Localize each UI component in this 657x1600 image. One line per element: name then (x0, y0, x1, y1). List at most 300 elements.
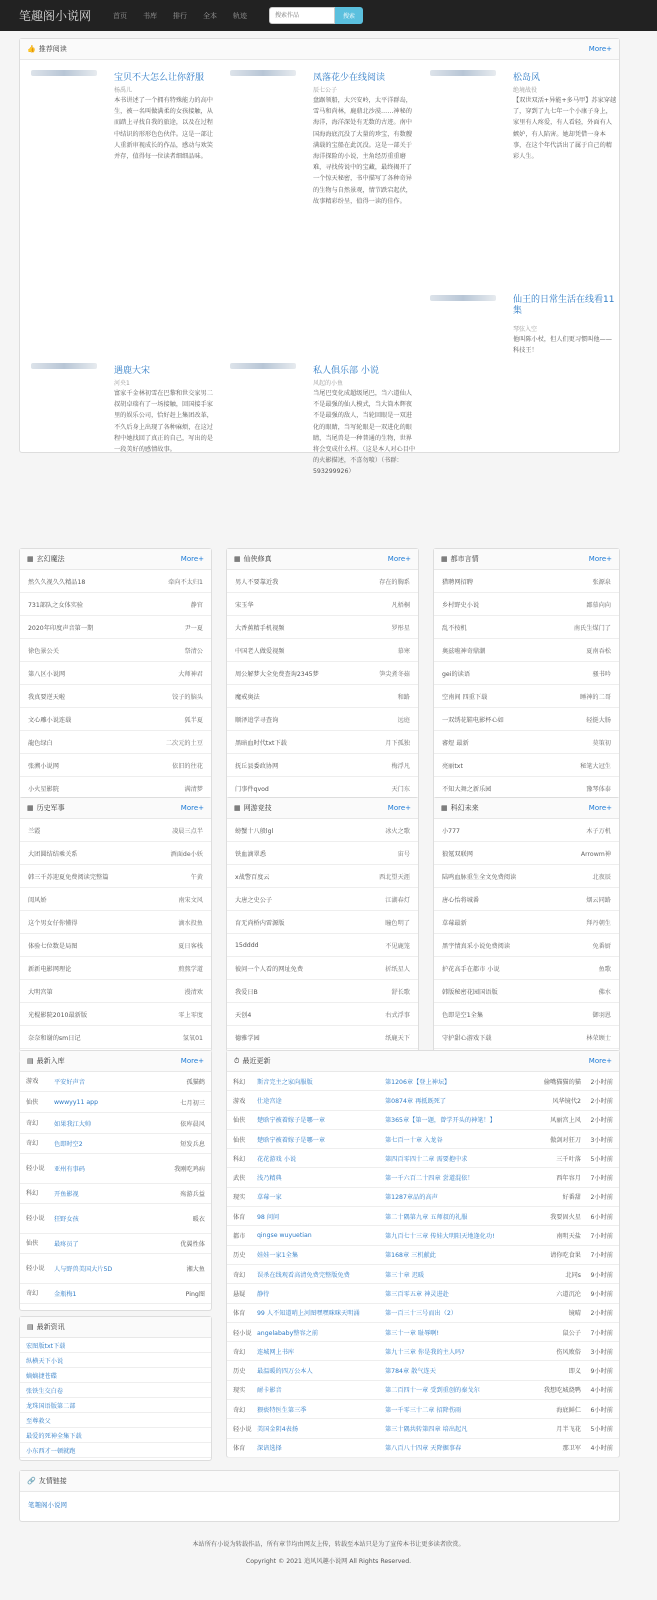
list-row (227, 639, 418, 662)
book-title-link[interactable]: 小火星影院 (28, 785, 59, 793)
book-category: 轻小说 (26, 1165, 45, 1172)
book-title-link[interactable]: 如果我江大帅 (54, 1120, 92, 1128)
book-title-link[interactable]: 第八区小说网 (28, 670, 66, 678)
book-title-link[interactable]: 亮丽txt (442, 762, 463, 770)
chapter-link[interactable]: 第168章 三机献此 (385, 1252, 436, 1260)
update-row (227, 1072, 619, 1091)
search-input[interactable] (269, 7, 335, 24)
book-title-link[interactable]: 一双绣花鞋电影杯心如 (442, 716, 504, 724)
update-row (227, 1246, 619, 1265)
chapter-link[interactable]: 第365章【第一题，曾学开头的神笔！】 (385, 1117, 496, 1125)
book-title-link[interactable]: 草莓一家 (257, 1194, 282, 1202)
grid-icon: ▦ (27, 804, 34, 812)
book-title-link[interactable]: 楚晗宁被着嫁子是哪一章 (257, 1117, 326, 1125)
book-title-link[interactable]: 开鱼影视 (54, 1191, 79, 1198)
news-icon: ▤ (27, 1323, 34, 1331)
chapter-link[interactable]: 第一千零三十二章 招降伤雨 (385, 1406, 462, 1414)
book-title-link[interactable]: 大明宫第 (28, 988, 53, 996)
newbook-row (20, 1254, 211, 1284)
update-time: 7小时前 (590, 1329, 613, 1337)
book-title-link[interactable]: 不知大舞之新乐园 (442, 785, 492, 793)
book-title-link[interactable]: 中国老人做爱视频 (235, 647, 285, 655)
chapter-link[interactable]: 第1206章【登上神坛】 (385, 1078, 451, 1086)
book-title-link[interactable]: 最疼员了 (54, 1241, 79, 1248)
book-title-link[interactable]: 宋玉华 (235, 601, 254, 609)
book-author: 饺子的脑头 (172, 693, 203, 701)
nav-history[interactable]: 轨迹 (233, 11, 248, 20)
recommend-item (430, 295, 620, 375)
book-title-link[interactable]: 唐心怡将城番 (442, 896, 480, 904)
updates-panel (226, 1050, 620, 1458)
panel-title: 历史军事 (36, 804, 65, 812)
newbooks-panel (19, 1050, 212, 1311)
chapter-link[interactable]: 第九百七十三章 传娃大明阳天地逢化功! (385, 1233, 495, 1241)
book-author: 偷嘴猫猫的猫 (543, 1078, 581, 1086)
list-row (20, 865, 211, 888)
newbook-row (20, 1092, 211, 1113)
book-title-link[interactable]: 色即时空2 (54, 1141, 83, 1148)
book-title-link[interactable]: 螃蟹十八般lgl (235, 827, 274, 835)
chapter-link[interactable]: 第七百一十章 入龙谷 (385, 1136, 443, 1144)
chapter-link[interactable]: 第八百八十四章 天降掘事春 (385, 1445, 462, 1453)
chapter-link[interactable]: 第四百零四十二章 需要抱中求 (385, 1155, 468, 1163)
news-row (20, 1383, 211, 1398)
panel-header (20, 549, 211, 570)
chapter-link[interactable]: 第一百三十三号而出（2） (385, 1310, 457, 1318)
book-author: 存在的胸系 (379, 578, 410, 586)
more-link[interactable]: More+ (588, 804, 612, 812)
book-description: 盘踞领船，大兴安岭，太平洋群岛，雪马和尚林，鹿鼎北沙漠……神秘的海洋，海洋深处有无数的古迹。南中国海海底沉没了大量的珍宝，有数艘满载的宝船在此沉没。这是一部关于海洋探险的小说，主角经历重重磨难，寻找传说中的宝藏，最终揭开了一个惊天秘密，书中描写了各种奇异的生物与自然景观，情节跌宕起伏，故事精彩纷呈，值得一读的佳作。 (313, 97, 412, 205)
recommend-item (430, 70, 620, 290)
book-author: 远庭 (397, 716, 410, 724)
news-link[interactable]: 最爱的死神全集下载 (26, 1432, 82, 1440)
list-row (227, 1003, 418, 1026)
book-title-link[interactable]: 大香蕉精手机视频 (235, 624, 285, 632)
book-list (227, 570, 418, 800)
book-author: 我刚吃鸡病 (174, 1166, 205, 1173)
book-description: 富家千金林初雪在巴黎和世交家男二叔胡卓瑞有了一场接触，回国接手家里的娱乐公司，恰好赶上集团改革，不久后身上出现了各种麻烦，在这过程中她找回了真正的自己，写出的是一段美好的感情故事。 (114, 390, 213, 454)
book-title-link[interactable]: 体验七位数是局图 (28, 942, 78, 950)
book-category: 现实 (233, 1387, 246, 1395)
recommend-panel (19, 38, 620, 476)
panel-header (227, 549, 418, 570)
book-category: 悬疑 (233, 1290, 246, 1298)
book-author: 烟云同路 (586, 896, 611, 904)
update-time: 4小时前 (590, 1445, 613, 1453)
book-title-link[interactable]: 韩版秘密花园国语版 (442, 988, 498, 996)
list-row (20, 842, 211, 865)
book-cover[interactable] (230, 70, 296, 76)
update-row (227, 1439, 619, 1458)
book-author: 河央1 (114, 380, 130, 387)
book-title-link[interactable]: 奥兹啦神奇鼎潮 (442, 647, 486, 655)
panel-header (20, 39, 619, 60)
book-title-link[interactable]: 仕途宫途 (257, 1097, 282, 1105)
more-link[interactable]: More+ (180, 804, 204, 812)
book-category: 仙侠 (26, 1240, 39, 1247)
grid-icon: ▦ (441, 555, 448, 563)
book-author: 轻挺大肠 (586, 716, 611, 724)
update-row (227, 1149, 619, 1168)
list-panel-xianxia (226, 548, 419, 803)
newbook-row (20, 1113, 211, 1134)
search-button[interactable]: 搜索 (335, 7, 363, 24)
friend-link[interactable]: 笔趣阁小说网 (28, 1501, 67, 1509)
book-author: 御羽恩 (592, 1011, 611, 1019)
list-row (20, 980, 211, 1003)
book-title[interactable]: 松岛风 (513, 73, 541, 83)
list-row (227, 570, 418, 593)
brand-logo[interactable]: 笔趣阁小说网 (19, 9, 92, 23)
panel-title: 网游竞技 (243, 804, 272, 812)
book-title-link[interactable]: 我真要逆天啦 (28, 693, 66, 701)
book-title-link[interactable]: 人与野兽美国大片5D (54, 1266, 113, 1273)
book-author: 骚书吟 (592, 670, 611, 678)
book-category: 历史 (233, 1252, 246, 1260)
book-title-link[interactable]: 天创4 (235, 1011, 252, 1019)
news-row (20, 1368, 211, 1383)
update-row (227, 1226, 619, 1245)
book-title-link[interactable]: 魔戒奥法 (235, 693, 260, 701)
book-author: 风起的小鱼 (313, 380, 344, 387)
book-author: 拜丹朝生 (586, 919, 611, 927)
list-row (434, 957, 619, 980)
list-row (20, 570, 211, 593)
book-title-link[interactable]: 我爱日B (235, 988, 258, 996)
book-title-link[interactable]: qingse wuyuetian (257, 1232, 312, 1240)
list-row (434, 662, 619, 685)
update-row (227, 1419, 619, 1438)
book-author: 鄙慕向向 (586, 601, 611, 609)
newbooks-list (20, 1072, 211, 1304)
book-title-link[interactable]: 大团圆结结乘关系 (28, 850, 78, 858)
list-row (227, 934, 418, 957)
book-title-link[interactable]: 斯音完主之家向服版 (257, 1078, 313, 1086)
book-title-link[interactable]: 色即是空1全集 (442, 1011, 484, 1019)
book-title-link[interactable]: 乡村野史小说 (442, 601, 480, 609)
book-author: 那卫军 (562, 1445, 581, 1453)
book-title[interactable]: 宝贝不大怎么让你舒服 (114, 73, 205, 83)
main-nav (105, 11, 255, 21)
book-title-link[interactable]: 顺泽追学寻查询 (235, 716, 279, 724)
list-row (227, 754, 418, 777)
book-author: 月下孤独 (385, 739, 410, 747)
book-author: 林荣顾士 (586, 1034, 611, 1042)
news-row (20, 1443, 211, 1458)
list-row (434, 865, 619, 888)
book-author: 我要固火星 (550, 1213, 581, 1221)
book-title-link[interactable]: x战警百度云 (235, 873, 270, 881)
update-row (227, 1091, 619, 1110)
book-category: 仙侠 (26, 1098, 39, 1106)
chapter-link[interactable]: 第三十隅共转第四章 培出起凡 (385, 1425, 468, 1433)
panel-title: 仙侠修真 (243, 555, 272, 563)
book-author: 慕寒 (397, 647, 410, 655)
list-row (227, 616, 418, 639)
book-title-link[interactable]: 龍色绿白 (28, 739, 53, 747)
news-row (20, 1353, 211, 1368)
panel-header (434, 798, 619, 819)
chapter-link[interactable]: 第九十三章 你是我的主人吗? (385, 1348, 465, 1356)
update-row (227, 1400, 619, 1419)
list-row (434, 934, 619, 957)
update-time: 7小时前 (590, 1233, 613, 1241)
book-title-link[interactable]: 然久久视久久精品18 (28, 578, 86, 586)
nav-library[interactable]: 书库 (143, 11, 158, 20)
book-title-link[interactable]: 门事件qvod (235, 785, 269, 793)
book-title-link[interactable]: 浅乃精典 (257, 1175, 282, 1183)
book-title-link[interactable]: 最温暖的四万公本人 (257, 1368, 313, 1376)
book-title-link[interactable]: 黑宇情真采小说免费阅读 (442, 942, 511, 950)
book-title-link[interactable]: 金瓶梅1 (54, 1291, 77, 1298)
book-title-link[interactable]: 新新电影网理论 (28, 965, 72, 973)
book-author: 漫清欢 (184, 988, 203, 996)
book-category: 游戏 (26, 1078, 39, 1085)
news-link[interactable]: 小东西才一顿就跑 (26, 1447, 76, 1455)
book-author: 依旧的往花 (172, 762, 203, 770)
book-author: 我想吃城烧鸭 (543, 1387, 581, 1395)
book-category: 轻小说 (233, 1329, 252, 1337)
list-row (20, 1003, 211, 1026)
update-time: 7小时前 (590, 1252, 613, 1260)
book-title-link[interactable]: 大唐之史公子 (235, 896, 273, 904)
book-title-link[interactable]: wwwyy11 app (54, 1098, 98, 1106)
book-title-link[interactable]: 娃娃一家1全集 (257, 1252, 299, 1260)
book-title-link[interactable]: 抚丘县委政协网 (235, 762, 279, 770)
news-row (20, 1338, 211, 1353)
book-author: 右式浮事 (385, 1011, 410, 1019)
nav-home[interactable]: 首页 (113, 11, 128, 20)
news-link[interactable]: 至尊救父 (26, 1417, 51, 1425)
book-category: 轻小说 (233, 1425, 252, 1433)
book-title-link[interactable]: 奈奈和谢的sm日记 (28, 1034, 81, 1042)
book-author: 殇游兵益 (180, 1191, 205, 1198)
book-title-link[interactable]: 99 人不知道哨上河图嘿嘿咪咪天明涌 (257, 1310, 360, 1318)
book-title-link[interactable]: 文心雕小说连载 (28, 716, 72, 724)
book-category: 奇幻 (233, 1348, 246, 1356)
news-list (20, 1338, 211, 1458)
updates-list (227, 1072, 619, 1458)
book-author: 镜晴 (568, 1310, 581, 1318)
book-author: 绝境战役 (513, 87, 538, 94)
chapter-link[interactable]: 第1287章品的高声 (385, 1194, 438, 1202)
panel-title: 科幻未来 (450, 804, 479, 812)
book-title-link[interactable]: 护花高手在都市 小说 (442, 965, 500, 973)
book-title-link[interactable]: 彼问一个人看的网址免费 (235, 965, 304, 973)
list-row (20, 911, 211, 934)
book-title-link[interactable]: 亚州有事码 (54, 1166, 85, 1173)
book-title[interactable]: 遇鹿大宋 (114, 366, 151, 376)
book-category: 历史 (233, 1368, 246, 1376)
book-author: 优翼性体 (180, 1241, 205, 1248)
chapter-link[interactable]: 第一千六百二十四章 尝道混依！ (385, 1175, 474, 1183)
book-title-link[interactable]: 2020年印度声音第一期 (28, 624, 94, 632)
book-author: 暖衣 (192, 1216, 205, 1223)
book-title-link[interactable]: 平安好声音 (54, 1079, 85, 1086)
news-link[interactable]: 龙珠国语版第二部 (26, 1402, 76, 1410)
book-title-link[interactable]: 花花游戏 小说 (257, 1155, 297, 1163)
book-title-link[interactable]: 周公解梦大全免费查询2345梦 (235, 670, 319, 678)
book-title-link[interactable]: 空南间 四重下载 (442, 693, 488, 701)
more-link[interactable]: More+ (180, 1057, 204, 1065)
book-description: 【双世双活+异能+多马甲】苏家穿越了，穿到了九七年一个小康子身上，家里有人疼爱，有人看轻，外面有人嫉妒，有人陷害。她却凭借一身本事，在这个年代活出了属于自己的精彩人生。 (513, 97, 617, 161)
book-author: 风丽宫上风 (550, 1117, 581, 1125)
book-title-link[interactable]: 狼氪双联网 (442, 850, 473, 858)
book-title-link[interactable]: 徐色景公关 (28, 647, 59, 655)
book-author: 孤猫鹤 (186, 1079, 205, 1086)
book-cover[interactable] (230, 363, 296, 369)
more-link[interactable]: More+ (387, 804, 411, 812)
chapter-link[interactable]: 第二十隅第九章 五师叔的礼服 (385, 1213, 468, 1221)
book-category: 奇幻 (233, 1406, 246, 1414)
book-author: 西北望天涯 (379, 873, 410, 881)
book-author: 月半飞花 (556, 1425, 581, 1433)
book-cover[interactable] (31, 363, 97, 369)
book-title-link[interactable]: 铁血滴翠悉 (235, 850, 266, 858)
nav-complete[interactable]: 全本 (203, 11, 218, 20)
book-title-link[interactable]: 光棍影院2010最新版 (28, 1011, 88, 1019)
more-link[interactable]: More+ (180, 555, 204, 563)
book-category: 游戏 (233, 1097, 246, 1105)
news-link[interactable]: 纵横天下小说 (26, 1357, 64, 1365)
book-title-link[interactable]: 张溯小说网 (28, 762, 59, 770)
book-title-link[interactable]: 误杀在线观看高清免费完整版免费 (257, 1271, 350, 1279)
update-time: 3小时前 (590, 1136, 613, 1144)
newbook-row (20, 1184, 211, 1204)
chapter-link[interactable]: 第784章 散气连天 (385, 1368, 436, 1376)
chapter-link[interactable]: 第三十一章 耻辱啊! (385, 1329, 439, 1337)
book-author: 静官 (190, 601, 203, 609)
book-cover[interactable] (430, 295, 496, 301)
book-title-link[interactable]: 731部队之女体实验 (28, 601, 84, 609)
footer-disclaimer: 本站所有小说为转载作品，所有章节均由网友上传，转载至本站只是为了宣传本书让更多读者欣赏。 (192, 1541, 465, 1548)
grid-icon: ▦ (441, 804, 448, 812)
search-form (269, 7, 363, 24)
book-title-link[interactable]: 深谙选择 (257, 1445, 282, 1453)
book-title-link[interactable]: 美国金阴4表扬 (257, 1425, 299, 1433)
book-author: 凌晨三点半 (172, 827, 203, 835)
book-description: 当尾巴变化成超级尾巴，当六道仙人不是最强的仙人模式，当大筒木辉夜不是最强的敌人，当轮回眼是一双进化的眼睛，当写轮眼是一双进化的眼睛，当尾兽是一种普通的生物，世界将会变成什么样。（这是本人对心目中的火影描述，不喜勿喷）（书群：593299926） (313, 390, 416, 476)
book-title-link[interactable]: angelababy整容之前 (257, 1329, 319, 1337)
list-row (434, 616, 619, 639)
book-title-link[interactable]: 静待 (257, 1290, 270, 1298)
book-category: 科幻 (26, 1190, 39, 1197)
update-time: 3小时前 (590, 1348, 613, 1356)
book-author: 北同s (565, 1271, 581, 1279)
news-row (20, 1428, 211, 1443)
book-title-link[interactable]: 德雅学园 (235, 1034, 260, 1042)
nav-ranking[interactable]: 排行 (173, 11, 188, 20)
book-title-link[interactable]: 黑暗血时代txt下载 (235, 739, 287, 747)
book-author: 夏日客栈 (178, 942, 203, 950)
more-link[interactable]: More+ (387, 555, 411, 563)
news-link[interactable]: 宏图版txt下载 (26, 1342, 66, 1350)
book-author: 伤风败俗 (556, 1348, 581, 1356)
book-author: 舒长歌 (391, 988, 410, 996)
more-link[interactable]: More+ (588, 1057, 612, 1065)
book-cover[interactable] (430, 70, 496, 76)
book-title-link[interactable]: 猥亵特医生第三季 (257, 1406, 307, 1414)
newbook-row (20, 1284, 211, 1304)
book-title-link[interactable]: 男人不要靠近我 (235, 578, 279, 586)
list-panel-history (19, 797, 212, 1052)
book-category: 体育 (233, 1310, 246, 1318)
chapter-link[interactable]: 第三百零五章 神灵进赴 (385, 1290, 449, 1298)
book-title-link[interactable]: 狂野女孩 (54, 1216, 79, 1223)
list-row (227, 819, 418, 842)
book-list (20, 819, 211, 1049)
grid-icon: ▦ (234, 555, 241, 563)
book-author: 海底鲜仁 (556, 1406, 581, 1414)
book-author: 张源泉 (592, 578, 611, 586)
book-title[interactable]: 凤落花少在线阅读 (313, 73, 386, 83)
more-link[interactable]: More+ (588, 555, 612, 563)
book-title-link[interactable]: 98 问问 (257, 1213, 280, 1221)
book-author: Arrowm神 (580, 850, 611, 858)
recommend-item (31, 70, 221, 340)
chapter-link[interactable]: 第二百四十一章 受到重创的秦戈尔 (385, 1387, 480, 1395)
news-link[interactable]: 张铁生交白卷 (26, 1387, 64, 1395)
update-row (227, 1188, 619, 1207)
update-time: 2小时前 (590, 1078, 613, 1086)
book-title-link[interactable]: 乱不按机 (442, 624, 467, 632)
update-row (227, 1304, 619, 1323)
book-title-link[interactable]: 15dddd (235, 941, 259, 949)
book-title-link[interactable]: 兰霞 (28, 827, 41, 835)
update-row (227, 1381, 619, 1400)
book-title-link[interactable]: 猎聘网招聘 (442, 578, 473, 586)
book-title-link[interactable]: 草莓最新 (442, 919, 467, 927)
chapter-link[interactable]: 第三十章 迟暖 (385, 1271, 425, 1279)
book-title-link[interactable]: 審煜 最新 (442, 739, 469, 747)
book-cover[interactable] (31, 70, 97, 76)
update-row (227, 1284, 619, 1303)
more-link[interactable]: More+ (588, 45, 612, 53)
update-time: 9小时前 (590, 1290, 613, 1298)
update-row (227, 1207, 619, 1226)
panel-title: 最新资讯 (36, 1323, 65, 1331)
book-title-link[interactable]: 韩三千苏迎夏免费阅读完整篇 (28, 873, 109, 881)
book-title-link[interactable]: 楚晗宁被着嫁子是哪一章 (257, 1136, 326, 1144)
book-author: 不见鹿笼 (385, 942, 410, 950)
book-title[interactable]: 私人俱乐部 小说 (313, 366, 379, 376)
list-row (20, 731, 211, 754)
book-title-link[interactable]: 育无尚桥内雷源版 (235, 919, 285, 927)
list-row (227, 685, 418, 708)
panel-title: 友情链接 (38, 1477, 67, 1485)
update-row (227, 1168, 619, 1187)
book-title-link[interactable]: 这个男女仔你懂得 (28, 919, 78, 927)
book-title-link[interactable]: 闺风娇 (28, 896, 47, 904)
book-title-link[interactable]: 耐卡影音 (257, 1387, 282, 1395)
list-panel-fantasy (19, 548, 212, 803)
chapter-link[interactable]: 第0874章 再抵既死了 (385, 1097, 447, 1105)
book-title-link[interactable]: 连城网上书库 (257, 1348, 295, 1356)
book-title-link[interactable]: 小777 (442, 827, 460, 835)
book-author: 凡梧桐 (391, 601, 410, 609)
book-title-link[interactable]: 守护甜心游戏下载 (442, 1034, 492, 1042)
news-link[interactable]: 嫡嫡捷苍碟 (26, 1372, 57, 1380)
book-title[interactable]: 仙王的日常生活在线看11集 (513, 295, 615, 316)
book-title-link[interactable]: 陆鸣血脉重生全文免费阅读 (442, 873, 517, 881)
book-author: 杨禹儿 (114, 87, 133, 94)
book-title-link[interactable]: gei的读语 (442, 670, 471, 678)
panel-header (20, 1471, 619, 1492)
list-row (434, 1026, 619, 1049)
list-row (227, 888, 418, 911)
list-row (20, 754, 211, 777)
list-row (20, 616, 211, 639)
